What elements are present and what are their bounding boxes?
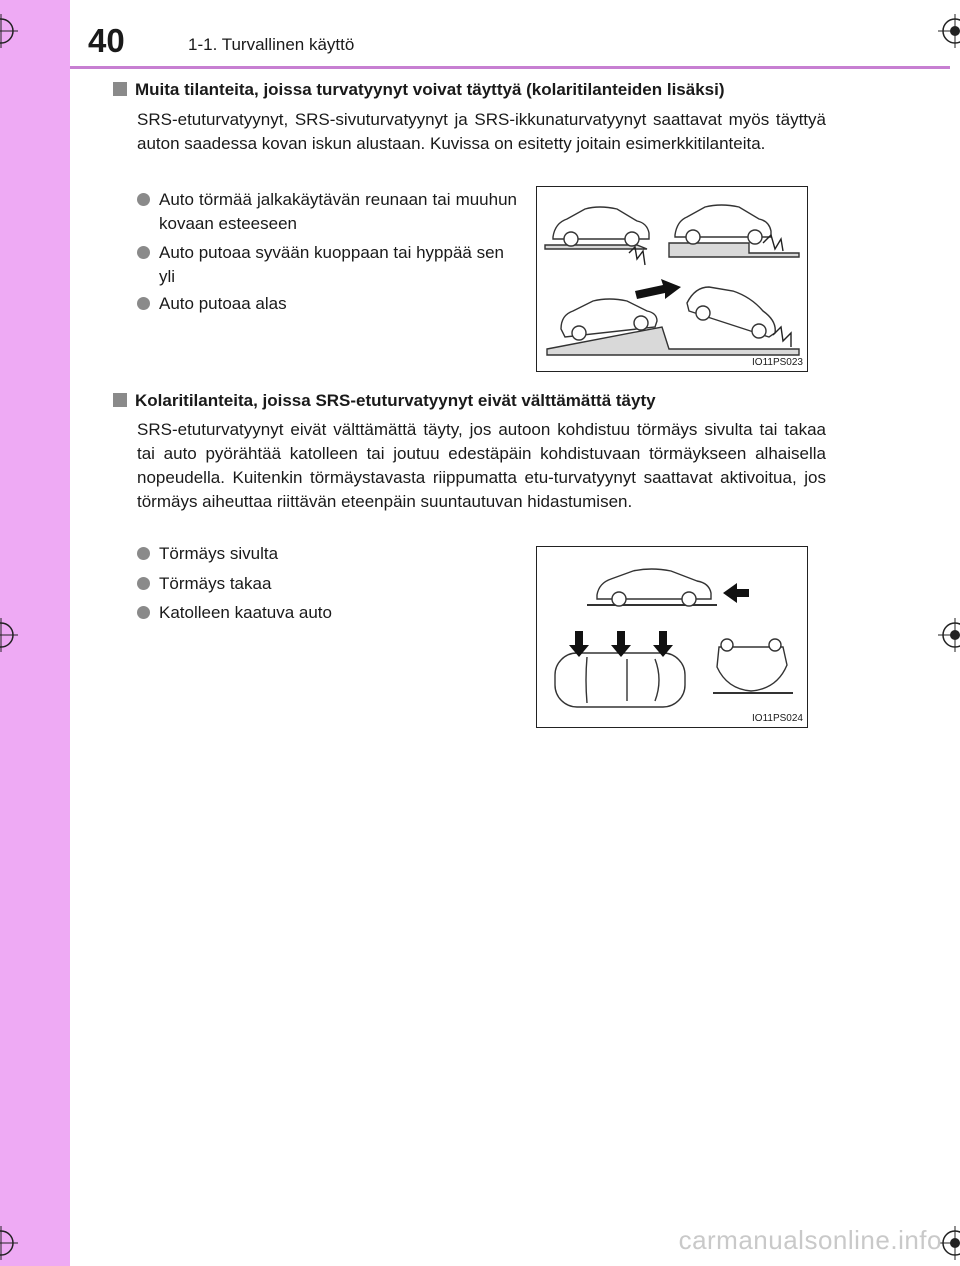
figure-code: IO11PS023: [752, 357, 803, 368]
round-bullet-icon: [137, 547, 150, 560]
figure-code: IO11PS024: [752, 713, 803, 724]
round-bullet-icon: [137, 577, 150, 590]
round-bullet-icon: [137, 297, 150, 310]
watermark: carmanualsonline.info: [678, 1225, 942, 1255]
figure-non-deploy-collisions: [536, 546, 808, 728]
car-impact-illustration: [537, 187, 807, 371]
registration-mark-icon: [0, 618, 18, 652]
section-heading: [113, 80, 725, 100]
section-heading: [113, 391, 656, 411]
round-bullet-icon: [137, 193, 150, 206]
square-bullet-icon: [113, 82, 127, 96]
registration-mark-icon: [0, 1226, 18, 1260]
round-bullet-icon: [137, 606, 150, 619]
list-item: Auto törmää jalkakäytävän reunaan tai muuhun kovaan esteeseen: [137, 188, 517, 236]
registration-mark-icon: [938, 618, 960, 652]
registration-mark-icon: [0, 14, 18, 48]
list-item: Katolleen kaatuva auto: [137, 601, 497, 625]
section-paragraph: SRS-etuturvatyynyt, SRS-sivuturvatyynyt ja SRS-ikkunaturvatyynyt saattavat myös täyttyä auton saadessa kovan iskun alustaan. Kuvissa on esitetty joitain esimerkkitilanteita.: [137, 110, 826, 153]
registration-mark-icon: [938, 14, 960, 48]
square-bullet-icon: [113, 393, 127, 407]
section-heading-text: Muita tilanteita, joissa turvatyynyt voivat täyttyä (kolaritilanteiden lisäksi): [135, 80, 725, 99]
list-item: Auto putoaa syvään kuoppaan tai hyppää sen yli: [137, 241, 517, 289]
list-item: Törmäys sivulta: [137, 542, 497, 566]
list-item: Törmäys takaa: [137, 572, 497, 596]
page-number: 40: [88, 22, 125, 59]
section-paragraph: SRS-etuturvatyynyt eivät välttämättä täyty, jos autoon kohdistuu törmäys sivulta tai takaa tai auto pyörähtää katolleen tai joutuu edestäpäin kohdistuvaan törmäykseen alhaisella nopeudella. Kuitenkin törmäystavasta riippumatta etu-turvatyynyt saattavat aktivoitua, jos törmäys aiheuttaa riittävän eteenpäin suuntautuvan hidastumisen.: [137, 420, 826, 511]
section-heading-text: Kolaritilanteita, joissa SRS-etuturvatyynyt eivät välttämättä täyty: [135, 391, 656, 410]
header-divider: [70, 66, 950, 69]
figure-road-impact: [536, 186, 808, 372]
list-item: Auto putoaa alas: [137, 292, 517, 316]
round-bullet-icon: [137, 246, 150, 259]
chapter-title: 1-1. Turvallinen käyttö: [188, 35, 355, 54]
car-collision-illustration: [537, 547, 807, 727]
